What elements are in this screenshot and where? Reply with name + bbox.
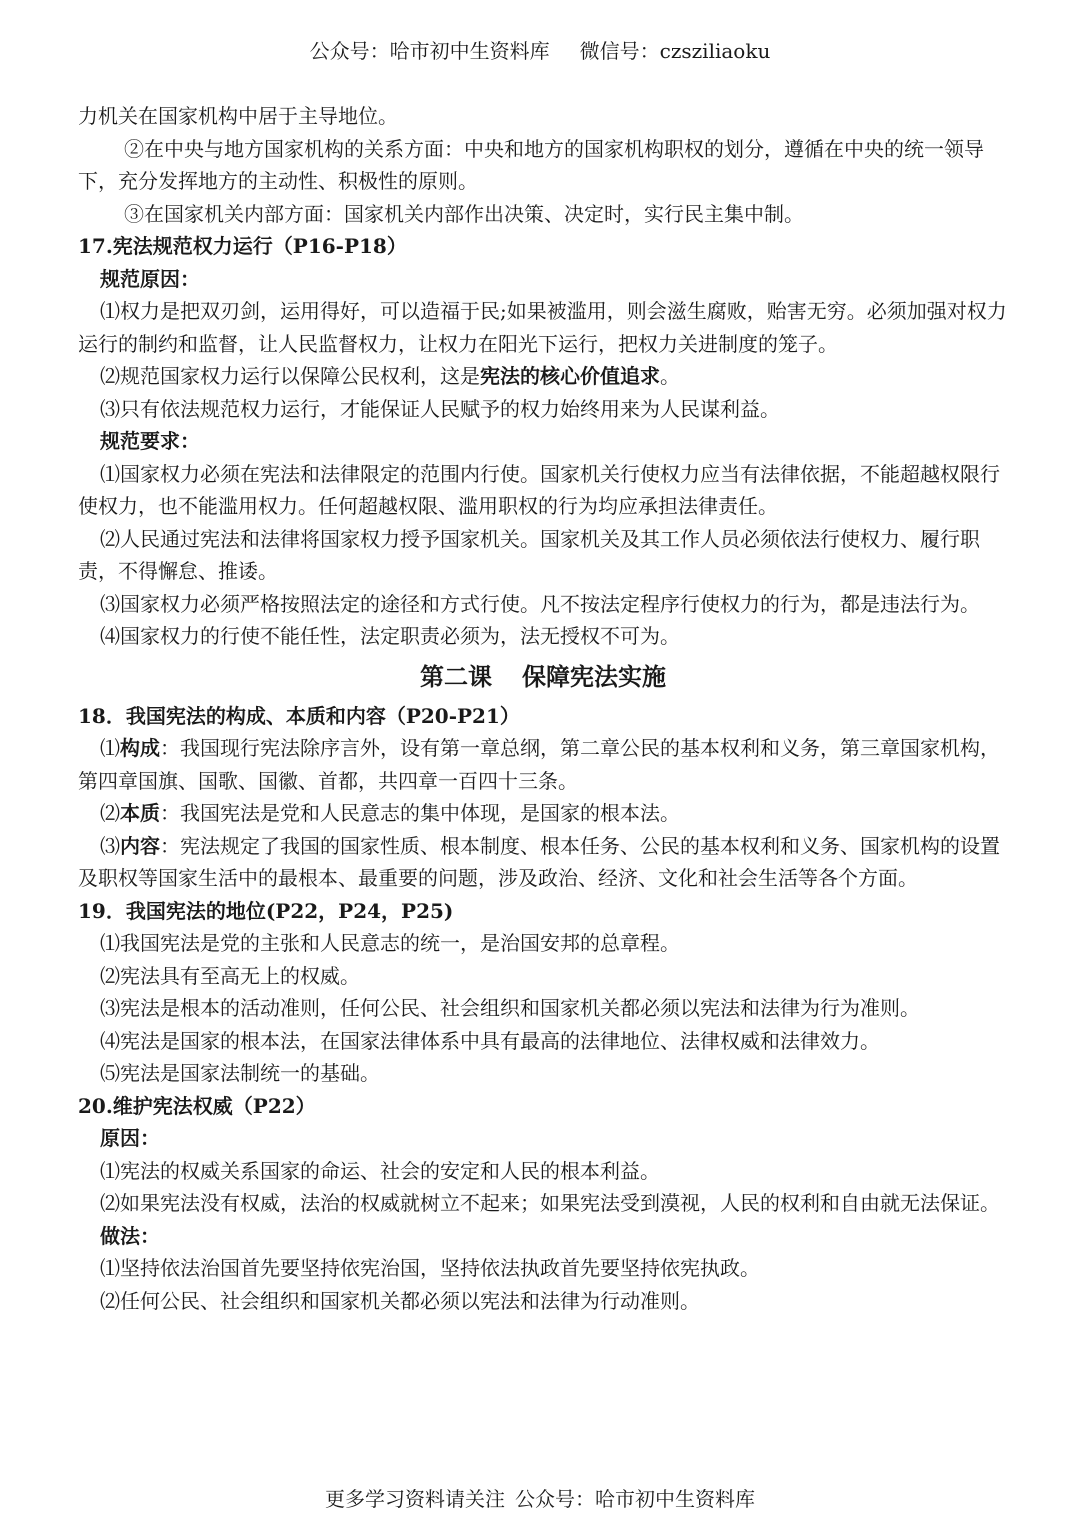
section-18-essence: [78, 797, 1008, 830]
section-17-reason-2: [78, 360, 1008, 393]
section-18-content: [78, 830, 1008, 895]
item-text: ：我国现行宪法除序言外，设有第一章总纲，第二章公民的基本权利和义务，第三章国家机构，第四章国旗、国歌、国徽、首都，共四章一百四十三条。: [78, 736, 1000, 793]
intro-continuation: 力机关在国家机构中居于主导地位。: [78, 104, 398, 128]
section-17-reason-3: ⑶只有依法规范权力运行，才能保证人民赋予的权力始终用来为人民谋利益。: [100, 396, 780, 421]
section-20-methods-heading: 做法：: [100, 1223, 160, 1248]
section-17-requirement-2: ⑵人民通过宪法和法律将国家权力授予国家机关。国家机关及其工作人员必须依法行使权力、履行职责，不得懈怠、推诿。: [78, 526, 980, 583]
section-19-title: 19．我国宪法的地位(P22，P24，P25): [78, 898, 454, 923]
section-17-requirement-4: ⑷国家权力的行使不能任性，法定职责必须为，法无授权不可为。: [100, 624, 680, 648]
section-20-title: 20.维护宪法权威（P22）: [78, 1093, 316, 1118]
item-number: ⑵: [100, 801, 120, 825]
section-20-reason-2: ⑵如果宪法没有权威，法治的权威就树立不起来；如果宪法受到漠视，人民的权利和自由就无法保证。: [100, 1191, 1000, 1215]
section-19-point-1: ⑴我国宪法是党的主张和人民意志的统一，是治国安邦的总章程。: [100, 931, 680, 955]
intro-item-2: ②在中央与地方国家机构的关系方面：中央和地方的国家机构职权的划分，遵循在中央的统一领导下，充分发挥地方的主动性、积极性的原则。: [78, 136, 984, 193]
item-label: 构成: [120, 736, 160, 760]
item-label: 内容: [120, 833, 160, 858]
section-17-title: 17.宪法规范权力运行（P16-P18）: [78, 234, 407, 258]
section-20-method-1: ⑴坚持依法治国首先要坚持依宪治国，坚持依法执政首先要坚持依宪执政。: [100, 1256, 760, 1280]
intro-item-3: ③在国家机关内部方面：国家机关内部作出决策、决定时，实行民主集中制。: [124, 201, 804, 226]
section-18-composition: [78, 732, 1008, 797]
footer-prompt: 更多学习资料请关注: [325, 1487, 505, 1511]
section-17-requirements-heading: 规范要求：: [100, 429, 200, 453]
item-text: ：宪法规定了我国的国家性质、根本制度、根本任务、公民的基本权利和义务、国家机构的设置及职权等国家生活中的最根本、最重要的问题，涉及政治、经济、文化和社会生活等各个方面。: [78, 833, 1000, 890]
section-17-requirement-1: ⑴国家权力必须在宪法和法律限定的范围内行使。国家机关行使权力应当有法律依据，不能超越权限行使权力，也不能滥用权力。任何超越权限、滥用职权的行为均应承担法律责任。: [78, 461, 1000, 518]
section-17-reason-1: ⑴权力是把双刃剑，运用得好，可以造福于民;如果被滥用，则会滋生腐败，贻害无穷。必须加强对权力运行的制约和监督，让人民监督权力，让权力在阳光下运行，把权力关进制度的笼子。: [78, 299, 1007, 356]
reason-2-emphasis: 宪法的核心价值追求: [480, 364, 660, 388]
item-text: ：我国宪法是党和人民意志的集中体现，是国家的根本法。: [160, 801, 680, 825]
section-20-method-2: ⑵任何公民、社会组织和国家机关都必须以宪法和法律为行动准则。: [100, 1288, 700, 1313]
lesson-title: [78, 661, 1008, 693]
item-number: ⑶: [100, 833, 120, 858]
reason-2-end: 。: [660, 364, 680, 388]
section-20-reasons-heading: 原因：: [100, 1126, 160, 1150]
lesson-name: 保障宪法实施: [522, 661, 666, 691]
item-number: ⑴: [100, 736, 120, 760]
section-19-point-5: ⑸宪法是国家法制统一的基础。: [100, 1061, 380, 1085]
section-17-reasons-heading: 规范原因：: [100, 266, 200, 291]
section-17-requirement-3: ⑶国家权力必须严格按照法定的途径和方式行使。凡不按法定程序行使权力的行为，都是违法行为。: [100, 591, 980, 616]
item-label: 本质: [120, 801, 160, 825]
header-account: 公众号：哈市初中生资料库: [309, 39, 550, 63]
section-18-title: 18．我国宪法的构成、本质和内容（P20-P21）: [78, 703, 520, 728]
section-19-point-4: ⑷宪法是国家的根本法，在国家法律体系中具有最高的法律地位、法律权威和法律效力。: [100, 1028, 880, 1053]
footer-account: 公众号：哈市初中生资料库: [515, 1487, 755, 1511]
page-footer: [0, 1484, 1080, 1514]
document-body: [78, 100, 1008, 1317]
lesson-number: 第二课: [420, 661, 492, 691]
header-wechat: 微信号：czsziliaoku: [579, 39, 771, 63]
section-20-reason-1: ⑴宪法的权威关系国家的命运、社会的安定和人民的根本利益。: [100, 1158, 660, 1183]
section-19-point-2: ⑵宪法具有至高无上的权威。: [100, 963, 360, 988]
page-header: [0, 34, 1080, 68]
section-19-point-3: ⑶宪法是根本的活动准则，任何公民、社会组织和国家机关都必须以宪法和法律为行为准则。: [100, 996, 920, 1020]
reason-2-text: ⑵规范国家权力运行以保障公民权利，这是: [100, 364, 480, 388]
